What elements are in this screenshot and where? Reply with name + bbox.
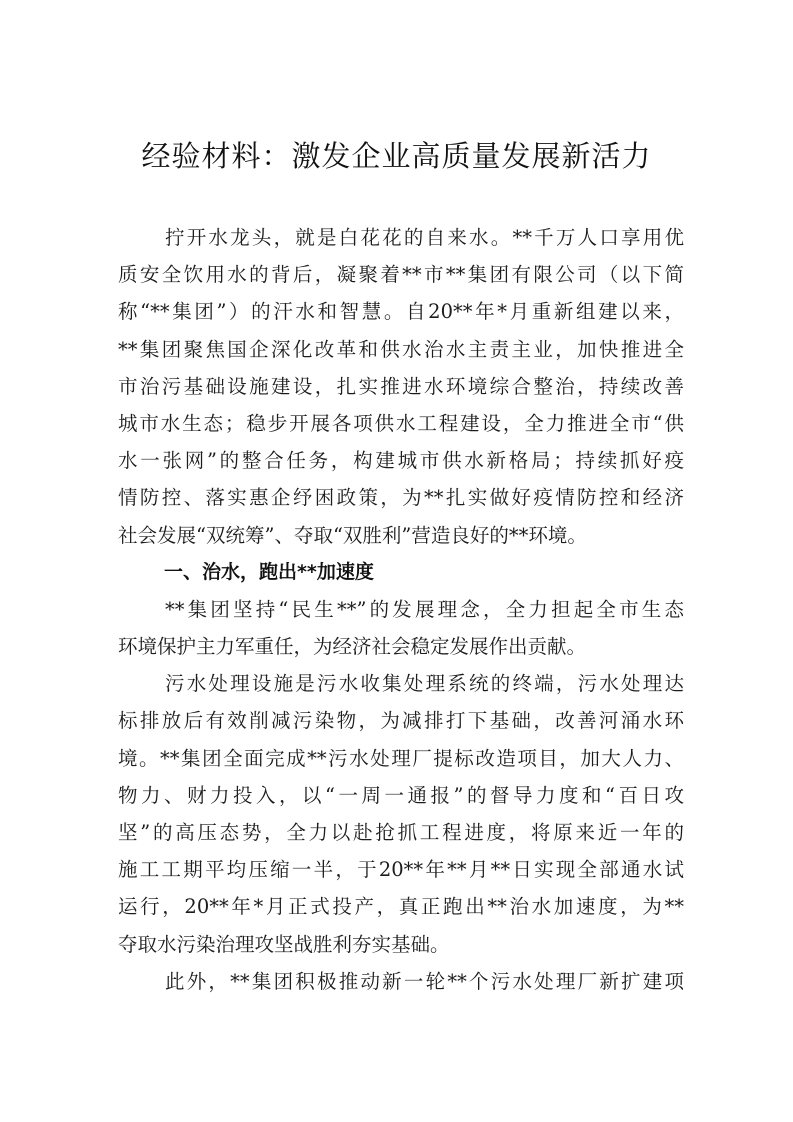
paragraph-line: **集团聚焦国企深化改革和供水治水主责主业，加快推进全 [118,337,684,361]
paragraph-line: 质安全饮用水的背后，凝聚着**市**集团有限公司（以下简 [118,263,684,287]
paragraph-line: 社会发展“双统筹”、夺取“双胜利”营造良好的**环境。 [118,523,587,547]
paragraph-line: 此外，**集团积极推动新一轮**个污水处理厂新扩建项 [165,969,684,993]
paragraph-line: 水一张网”的整合任务，构建城市供水新格局；持续抓好疫 [118,449,684,473]
paragraph-line: 市治污基础设施建设，扎实推进水环境综合整治，持续改善 [118,374,684,398]
document-body [118,219,684,1000]
document-title: 经验材料：激发企业高质量发展新活力 [141,139,652,173]
paragraph-line: 环境保护主力军重任，为经济社会稳定发展作出贡献。 [118,635,587,659]
paragraph-line: 境。**集团全面完成**污水处理厂提标改造项目，加大人力、 [118,746,684,770]
paragraph-line: 情防控、落实惠企纾困政策，为**扎实做好疫情防控和经济 [118,486,684,510]
paragraph-line: 坚”的高压态势，全力以赴抢抓工程进度，将原来近一年的 [118,821,684,844]
paragraph-line: 标排放后有效削减污染物，为减排打下基础，改善河涌水环 [118,709,684,733]
paragraph-line: 物力、财力投入，以“一周一通报”的督导力度和“百日攻 [118,783,684,807]
paragraph-line: 夺取水污染治理攻坚战胜利夯实基础。 [118,932,450,956]
paragraph-line: 施工工期平均压缩一半，于20**年**月**日实现全部通水试 [118,858,684,882]
paragraph-line: 污水处理设施是污水收集处理系统的终端，污水处理达 [165,672,684,696]
paragraph-line: 城市水生态；稳步开展各项供水工程建设，全力推进全市“供 [118,411,684,435]
section-heading: 一、治水，跑出**加速度 [164,560,374,583]
paragraph-line: 称“**集团”）的汗水和智慧。自20**年*月重新组建以来， [118,300,684,324]
paragraph-line: **集团坚持“民生**”的发展理念，全力担起全市生态 [165,597,684,621]
paragraph-line: 运行，20**年*月正式投产，真正跑出**治水加速度，为** [118,895,684,919]
paragraph-line: 拧开水龙头，就是白花花的自来水。**千万人口享用优 [165,226,684,249]
